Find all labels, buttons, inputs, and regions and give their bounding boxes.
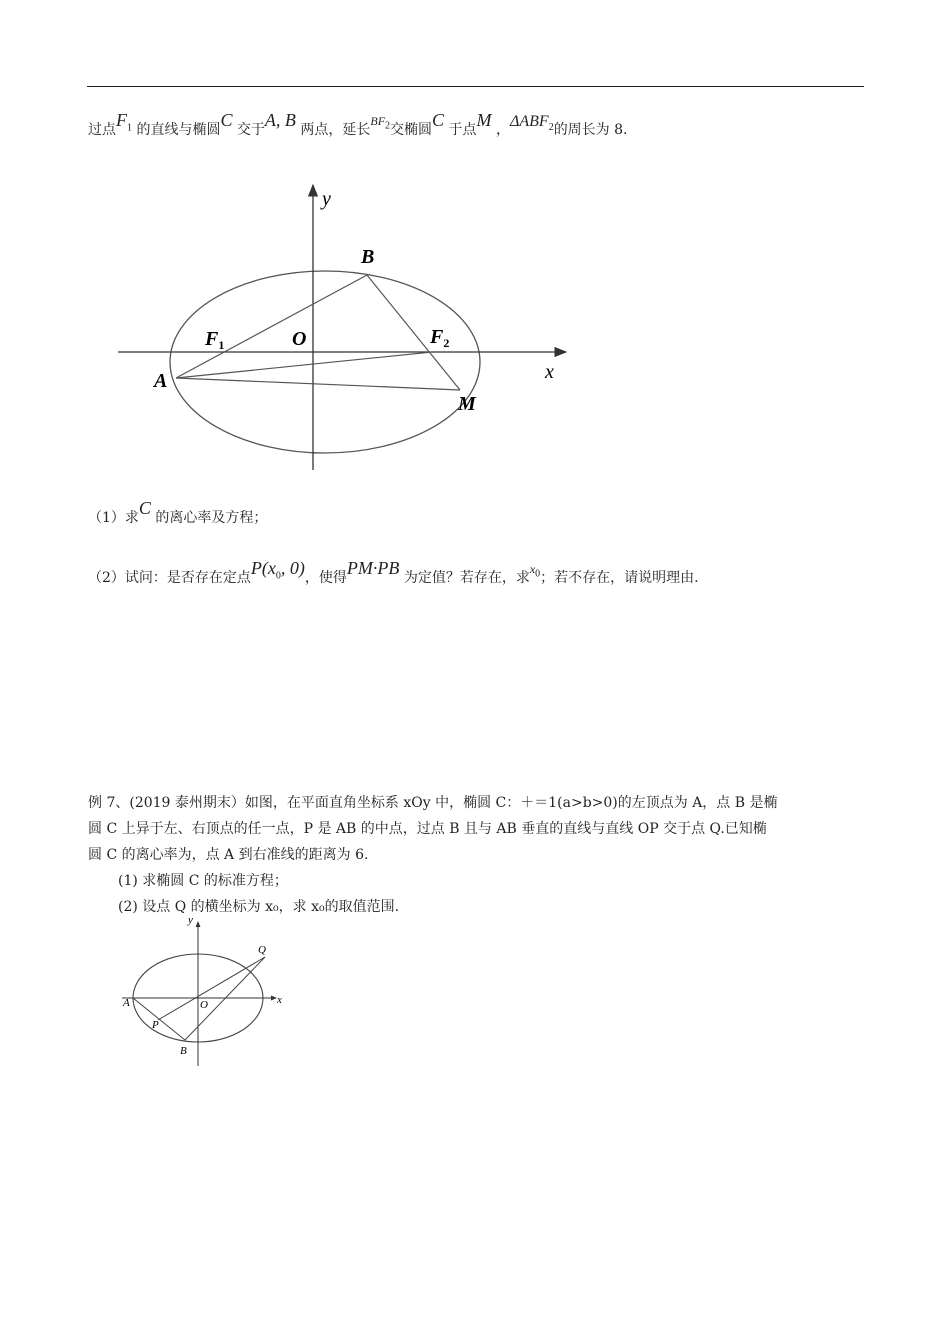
text: 的离心率及方程；: [155, 510, 268, 526]
stem-line: 圆 C 上异于左、右顶点的任一点，P 是 AB 的中点，过点 B 且与 AB 垂直的直线与直线 OP 交于点 Q.已知椭: [88, 821, 767, 837]
label-A: A: [154, 370, 168, 392]
math-C: C: [220, 110, 233, 130]
text: （1）求: [88, 510, 139, 526]
math-M: M: [476, 110, 492, 130]
math-PM-PB: PM·PB: [346, 558, 400, 578]
stem-line: 圆 C 的离心率为，点 A 到右准线的距离为 6.: [88, 847, 369, 863]
math-BF2: $BF_2$: [370, 114, 391, 132]
label-O: O: [200, 999, 208, 1011]
label-A: A: [123, 997, 130, 1009]
label-x: x: [545, 361, 554, 383]
label-F2: $F_2$: [430, 326, 450, 350]
math-C: C: [432, 110, 445, 130]
math-triangle-ABF2: $\Delta ABF_2$: [509, 113, 554, 134]
label-F1: $F_1$: [205, 328, 225, 352]
math-F1: $F_1$: [116, 110, 132, 134]
text: 交于: [236, 122, 265, 138]
problem7-question-2: (2) 设点 Q 的横坐标为 x₀，求 x₀的取值范围.: [118, 899, 400, 915]
math-x0: $x_0$: [529, 562, 541, 580]
text: 的周长为 8.: [553, 122, 628, 138]
label-y: y: [188, 914, 193, 926]
label-B: B: [180, 1045, 187, 1057]
text: 为定值？若存在，求: [403, 570, 530, 586]
math-AB: A, B: [264, 110, 296, 130]
text: （2）试问：是否存在定点: [88, 570, 251, 586]
problem7-question-1: (1) 求椭圆 C 的标准方程；: [118, 873, 288, 889]
label-x: x: [277, 994, 282, 1006]
label-O: O: [292, 328, 307, 350]
text: ；若不存在，请说明理由.: [540, 570, 699, 586]
label-P: P: [152, 1019, 159, 1031]
math-C: C: [138, 498, 151, 518]
label-Q: Q: [258, 944, 266, 956]
label-B: B: [361, 246, 375, 268]
text: 两点，延长: [300, 122, 371, 138]
text: 于点: [448, 122, 477, 138]
text: ，使得: [304, 570, 347, 586]
segment-PQ: [158, 957, 265, 1020]
label-M: M: [458, 393, 476, 415]
text: 过点: [88, 122, 116, 138]
text: ，: [495, 122, 510, 138]
label-y: y: [322, 188, 331, 210]
math-P-point: $P(x_0$, 0): [250, 558, 305, 582]
text: 的直线与椭圆: [136, 122, 221, 138]
text: 交椭圆: [390, 122, 433, 138]
stem-line: 例 7、(2019 泰州期末）如图，在平面直角坐标系 xOy 中，椭圆 C：＋＝1(a>b>0)的左顶点为 A，点 B 是椭: [88, 795, 778, 811]
